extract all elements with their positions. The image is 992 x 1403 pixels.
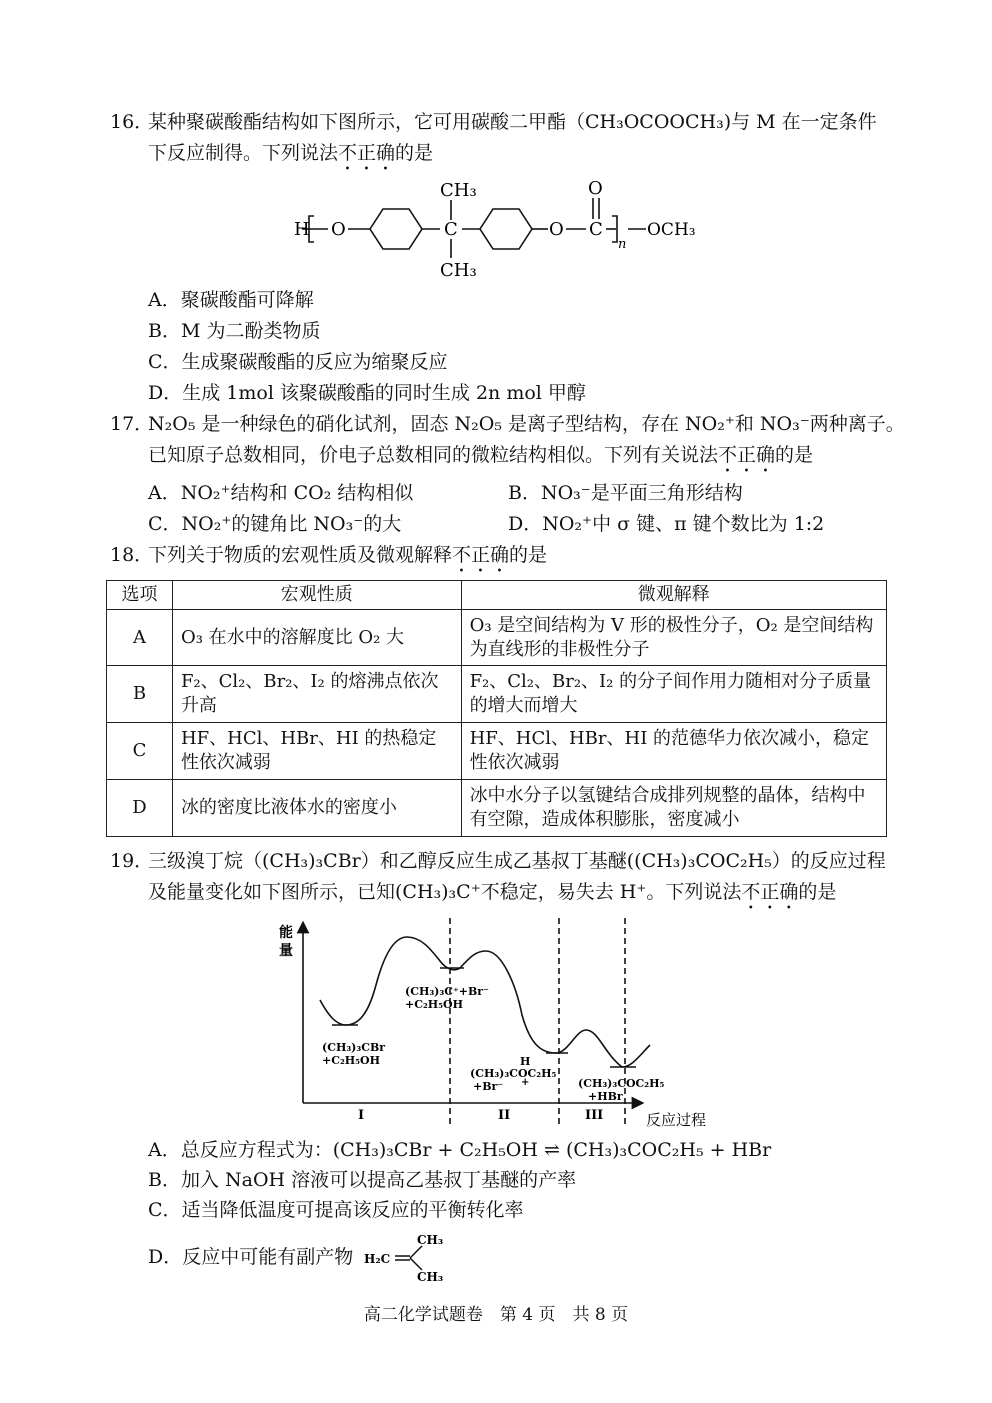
species-label-3-h: H bbox=[520, 1055, 531, 1068]
struct-h: H bbox=[294, 219, 310, 240]
byproduct-ch3-bottom: CH₃ bbox=[417, 1270, 444, 1284]
y-axis-label-2: 量 bbox=[279, 943, 293, 959]
q17-stem-line1: N₂O₅ 是一种绿色的硝化试剂，固态 N₂O₅ 是离子型结构，存在 NO₂⁺和 NO₃⁻两种离子。 bbox=[148, 413, 905, 435]
table-row bbox=[107, 666, 887, 723]
table-row bbox=[107, 780, 887, 837]
struct-me-top: CH₃ bbox=[440, 180, 477, 201]
species-label-2b: +C₂H₅OH bbox=[405, 998, 463, 1011]
q16-option-c: C．生成聚碳酸酯的反应为缩聚反应 bbox=[148, 351, 448, 373]
y-axis-label-1: 能 bbox=[279, 925, 293, 941]
row-macro: O₃ 在水中的溶解度比 O₂ 大 bbox=[172, 610, 461, 666]
row-option: A bbox=[107, 610, 173, 666]
q18-stem: 下列关于物质的宏观性质及微观解释不正确的是 bbox=[148, 544, 548, 566]
q19-option-a: A．总反应方程式为：(CH₃)₃CBr + C₂H₅OH ⇌ (CH₃)₃COC₂H₅ + HBr bbox=[148, 1139, 772, 1161]
byproduct-structure bbox=[362, 1230, 452, 1285]
species-label-3b: +Br⁻ bbox=[473, 1080, 504, 1093]
species-label-1a: (CH₃)₃CBr bbox=[322, 1041, 386, 1054]
struct-o-left: O bbox=[331, 219, 346, 240]
row-option: B bbox=[107, 666, 173, 723]
header-option: 选项 bbox=[107, 581, 173, 610]
struct-carbonyl-o: O bbox=[588, 178, 603, 199]
table-header-row bbox=[107, 581, 887, 610]
q18-number: 18． bbox=[110, 544, 154, 566]
q16-stem-line1: 某种聚碳酸酯结构如下图所示，它可用碳酸二甲酯（CH₃OCOOCH₃)与 M 在一定条件 bbox=[148, 111, 877, 133]
q19-stem-line1: 三级溴丁烷（(CH₃)₃CBr）和乙醇反应生成乙基叔丁基醚((CH₃)₃COC₂H₅）的反应过程 bbox=[148, 850, 886, 872]
stage-label-2: II bbox=[498, 1108, 511, 1123]
q16-stem-line2: 下反应制得。下列说法不正确的是 bbox=[148, 142, 434, 164]
q16-option-b: B．M 为二酚类物质 bbox=[148, 320, 321, 342]
row-macro: F₂、Cl₂、Br₂、I₂ 的熔沸点依次升高 bbox=[172, 666, 461, 723]
struct-c-center: C bbox=[444, 219, 458, 240]
q17-option-c: C．NO₂⁺的键角比 NO₃⁻的大 bbox=[148, 513, 402, 535]
emphasis-not-correct: 不正确 bbox=[718, 444, 776, 466]
row-micro: HF、HCl、HBr、HI 的范德华力依次减小，稳定性依次减弱 bbox=[461, 723, 886, 780]
species-label-2a: (CH₃)₃C⁺+Br⁻ bbox=[405, 985, 489, 998]
species-label-4a: (CH₃)₃COC₂H₅ bbox=[578, 1077, 665, 1090]
table-row bbox=[107, 723, 887, 780]
species-label-4b: +HBr bbox=[588, 1090, 623, 1103]
q16-option-d: D．生成 1mol 该聚碳酸酯的同时生成 2n mol 甲醇 bbox=[148, 382, 586, 404]
q19-stem-line2: 及能量变化如下图所示，已知(CH₃)₃C⁺不稳定，易失去 H⁺。下列说法不正确的是 bbox=[148, 881, 837, 903]
q18-table bbox=[106, 580, 887, 837]
emphasis-not-correct: 不正确 bbox=[452, 544, 510, 566]
q17-option-d: D．NO₂⁺中 σ 键、π 键个数比为 1:2 bbox=[508, 513, 825, 535]
q17-number: 17． bbox=[110, 413, 154, 435]
q19-option-c: C．适当降低温度可提高该反应的平衡转化率 bbox=[148, 1199, 524, 1221]
struct-carbonyl-c: C bbox=[589, 219, 603, 240]
q19-option-b: B．加入 NaOH 溶液可以提高乙基叔丁基醚的产率 bbox=[148, 1169, 577, 1191]
page-footer: 高二化学试题卷 第 4 页 共 8 页 bbox=[363, 1305, 629, 1325]
q19-option-d: D．反应中可能有副产物 bbox=[148, 1246, 354, 1268]
species-label-1b: +C₂H₅OH bbox=[322, 1054, 380, 1067]
byproduct-ch3-top: CH₃ bbox=[417, 1233, 444, 1247]
q17-option-a: A．NO₂⁺结构和 CO₂ 结构相似 bbox=[148, 482, 414, 504]
energy-profile-diagram bbox=[270, 915, 730, 1130]
byproduct-h2c: H₂C bbox=[364, 1252, 391, 1266]
q17-stem-line2: 已知原子总数相同，价电子总数相同的微粒结构相似。下列有关说法不正确的是 bbox=[148, 444, 814, 466]
row-micro: 冰中水分子以氢键结合成排列规整的晶体，结构中有空隙，造成体积膨胀，密度减小 bbox=[461, 780, 886, 837]
stage-label-1: I bbox=[358, 1108, 365, 1123]
polycarbonate-structure bbox=[290, 172, 710, 287]
emphasis-not-correct: 不正确 bbox=[741, 881, 799, 903]
row-option: D bbox=[107, 780, 173, 837]
row-option: C bbox=[107, 723, 173, 780]
q16-option-a: A．聚碳酸酯可降解 bbox=[148, 289, 314, 311]
q19-number: 19． bbox=[110, 850, 154, 872]
species-label-3-plus: + bbox=[521, 1077, 530, 1088]
struct-o-right: O bbox=[549, 219, 564, 240]
row-macro: HF、HCl、HBr、HI 的热稳定性依次减弱 bbox=[172, 723, 461, 780]
row-micro: O₃ 是空间结构为 V 形的极性分子，O₂ 是空间结构为直线形的非极性分子 bbox=[461, 610, 886, 666]
struct-och3: OCH₃ bbox=[647, 220, 696, 240]
row-macro: 冰的密度比液体水的密度小 bbox=[172, 780, 461, 837]
q17-option-b: B．NO₃⁻是平面三角形结构 bbox=[508, 482, 743, 504]
struct-n: n bbox=[618, 237, 627, 252]
header-micro: 微观解释 bbox=[461, 581, 886, 610]
x-axis-label: 反应过程 bbox=[646, 1111, 707, 1129]
header-macro: 宏观性质 bbox=[172, 581, 461, 610]
table-row bbox=[107, 610, 887, 666]
row-micro: F₂、Cl₂、Br₂、I₂ 的分子间作用力随相对分子质量的增大而增大 bbox=[461, 666, 886, 723]
species-label-3a: (CH₃)₃COC₂H₅ bbox=[470, 1067, 557, 1080]
q16-number: 16． bbox=[110, 111, 154, 133]
stage-label-3: III bbox=[585, 1108, 604, 1123]
struct-me-bottom: CH₃ bbox=[440, 260, 477, 281]
emphasis-not-correct: 不正确 bbox=[338, 142, 396, 164]
